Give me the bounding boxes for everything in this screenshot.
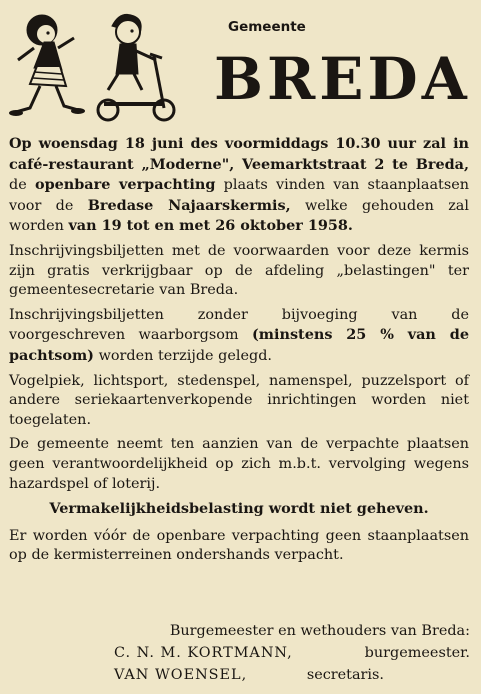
paragraph-liability: De gemeente neemt ten aanzien van de verpachte plaatsen geen verantwoordelijkheid op zich m.b.t. vervolging wegens hazardspel of loterij. [9,436,469,492]
paragraph-deposit [9,306,469,367]
secretary-title: secretaris. [306,667,384,683]
fair-dates: van 19 tot en met 26 oktober 1958. [68,217,353,235]
signatory-heading: Burgemeester en wethouders van Breda: [169,623,470,639]
secretary-name: VAN WOENSEL, [114,667,248,683]
auction-date-location: Op woensdag 18 juni des voormiddags 10.30 uur zal in café-restaurant „Moderne", Veemarktstraat 2 te Breda, [9,135,469,173]
paragraph-forms: Inschrijvingsbiljetten met de voorwaarden voor deze kermis zijn gratis verkrijgbaar op de afdeling „belastingen" ter gemeentesecretarie van Breda. [9,242,469,299]
boy-on-scooter-figure [98,14,174,120]
paragraph-no-private-lease: Er worden vóór de openbare verpachting geen staanplaatsen op de kermisterreinen ondershands verpacht. [9,527,469,564]
text-span: plaats vinden van staanplaatsen voor de [9,177,469,214]
text-span: welke gehouden zal worden [9,197,469,235]
tax-notice: Vermakelijkheidsbelasting wordt niet geheven. [49,500,429,518]
fair-name: Bredase Najaarskermis, [87,196,291,214]
municipality-label: Gemeente [228,19,306,35]
text-span: Inschrijvingsbiljetten zonder bijvoeging van de voorgeschreven waarborgsom [9,306,469,344]
signer-row-secretary [114,664,384,686]
signer-row-mayor [114,642,470,664]
auction-type: openbare verpachting [34,176,216,194]
paragraph-excluded: Vogelpiek, lichtsport, stedenspel, namenspel, puzzelsport of andere seriekaartenverkopende inrichtingen worden niet toegelaten. [9,372,469,428]
mayor-name: C. N. M. KORTMANN, [114,645,293,661]
text-span: de [9,177,35,194]
city-title: BREDA [214,45,471,113]
children-illustration [4,8,180,126]
signature-block [114,620,470,686]
mayor-title: burgemeester. [364,645,470,661]
paragraph-auction-details [9,134,469,237]
announcement-body [9,134,469,571]
girl-figure [9,15,85,116]
deposit-requirement: (minstens 25 % van de pachtsom) [9,326,469,364]
text-span: worden terzijde gelegd. [94,347,272,364]
